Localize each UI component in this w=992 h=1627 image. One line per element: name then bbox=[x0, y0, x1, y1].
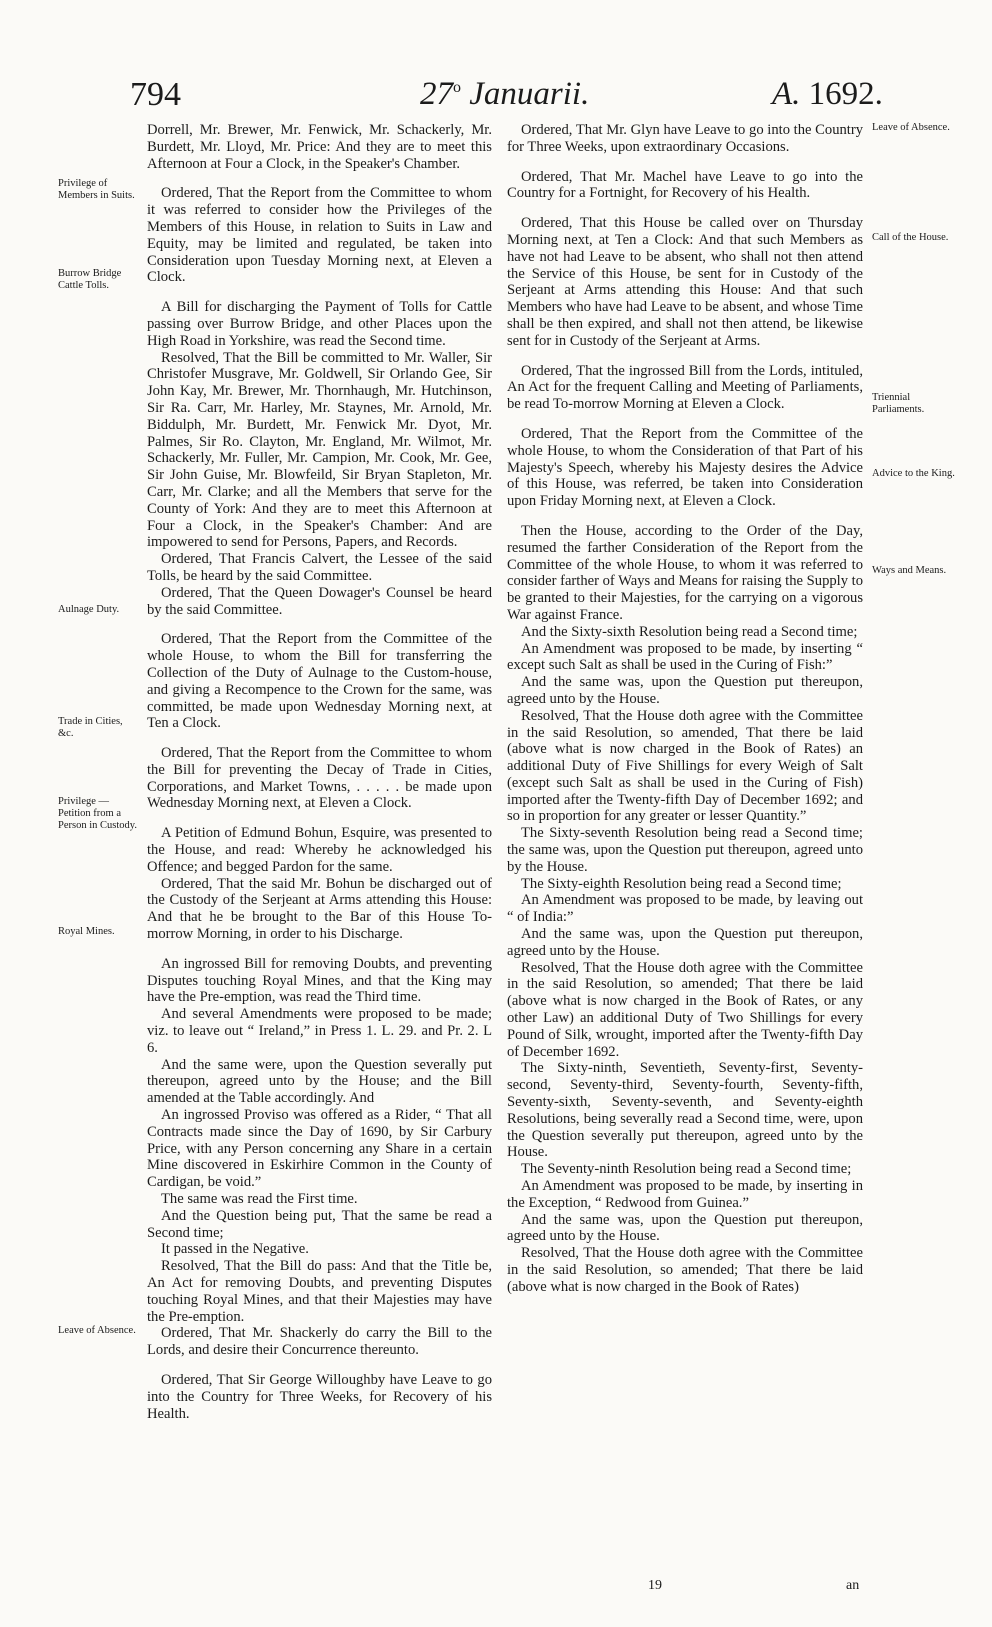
catchword: an bbox=[846, 1578, 860, 1593]
paragraph: Ordered, That the said Mr. Bohun be discharged out of the Custody of the Serjeant at Arms attending this House: And that he be brought to the Bar of this House To-morrow Morning, in order to his Discharge. bbox=[147, 875, 492, 943]
date-month: Januarii. bbox=[469, 76, 590, 112]
paragraph: And the Question being put, That the same be read a Second time; bbox=[147, 1207, 492, 1241]
paragraph: An Amendment was proposed to be made, by inserting “ except such Salt as shall be used in the Curing of Fish:” bbox=[507, 640, 863, 674]
paragraph: An ingrossed Bill for removing Doubts, and preventing Disputes touching Royal Mines, and that the King may have the Pre-emption, was read the Third time. bbox=[147, 955, 492, 1006]
paragraph: Ordered, That the Queen Dowager's Counsel be heard by the said Committee. bbox=[147, 584, 492, 618]
year-letter: A. bbox=[772, 76, 801, 112]
page-footer bbox=[0, 1578, 992, 1602]
paragraph: Resolved, That the Bill be committed to Mr. Waller, Sir Christofer Musgrave, Mr. Goldwell, Sir Orlando Gee, Sir John Kay, Mr. Brewer, Mr. Thornhaugh, Mr. Hutchinson, Sir Ra. Carr, Mr. Harley, Mr. Staynes, Mr. Arnold, Mr. Biddulph, Mr. Burdett, Mr. Fenwick Mr. Dyot, Mr. Palmes, Sir Ro. Clayton, Mr. England, Mr. Wilmot, Mr. Schackerly, Mr. Fuller, Mr. Campion, Mr. Cook, Mr. Gee, Sir John Guise, Mr. Blowfeild, Sir Bryan Stapleton, Mr. Carr, Mr. Clarke; and all the Members that serve for the County of York: And they are to meet this Afternoon at Four a Clock, in the Speaker's Chamber: And are impowered to send for Persons, Papers, and Records. bbox=[147, 349, 492, 551]
margin-note: Leave of Absence. bbox=[58, 1325, 136, 1336]
paragraph: Then the House, according to the Order of the Day, resumed the farther Consideration of the Report from the Committee of the whole House, to whom it was referred to consider farther of Ways and Means for raising the Supply to be granted to their Majesties, for the carrying on a vigorous War against France. bbox=[507, 522, 864, 623]
paragraph: The Seventy-ninth Resolution being read a Second time; bbox=[521, 1161, 852, 1178]
paragraph: Ordered, That Mr. Shackerly do carry the Bill to the Lords, and desire their Concurrence thereunto. bbox=[147, 1325, 492, 1359]
margin-note: Royal Mines. bbox=[58, 926, 115, 937]
paragraph: And the same was, upon the Question put thereupon, agreed unto by the House. bbox=[507, 674, 863, 707]
paragraph: Resolved, That the Bill do pass: And that the Title be, An Act for removing Doubts, and preventing Disputes touching Royal Mines, and that their Majesties may have the Pre-emption. bbox=[147, 1258, 492, 1325]
paragraph: And the Sixty-sixth Resolution being read a Second time; bbox=[521, 623, 858, 640]
paragraph: Dorrell, Mr. Brewer, Mr. Fenwick, Mr. Schackerly, Mr. Burdett, Mr. Lloyd, Mr. Price: And they are to meet this Afternoon at Four a Clock, in the Speaker's Chamber. bbox=[147, 122, 492, 172]
margin-note: Trade in Cities, &c. bbox=[58, 716, 123, 739]
paragraph: Ordered, That Sir George Willoughby have Leave to go into the Country for Three Weeks, for Recovery of his Health. bbox=[147, 1371, 492, 1422]
paragraph: Resolved, That the House doth agree with the Committee in the said Resolution, so amended; That there be laid (above what is now charged in the Book of Rates) bbox=[507, 1245, 863, 1295]
page-date bbox=[420, 76, 589, 113]
paragraph: The Sixty-eighth Resolution being read a Second time; bbox=[521, 875, 842, 892]
paragraph: Resolved, That the House doth agree with the Committee in the said Resolution, so amended; That there be laid (above what is now charged in the Book of Rates, or any other Law) an additional Duty of Two Shillings for every Pound of Silk, wrought, imported after the Twenty-fifth Day of December 1692. bbox=[507, 959, 863, 1060]
signature-mark: 19 bbox=[648, 1578, 662, 1593]
margin-note: Ways and Means. bbox=[872, 565, 947, 576]
paragraph: Ordered, That Francis Calvert, the Lessee of the said Tolls, be heard by the said Committee. bbox=[147, 551, 492, 584]
paragraph: An Amendment was proposed to be made, by inserting in the Exception, “ Redwood from Guinea.” bbox=[507, 1178, 863, 1211]
paragraph: And several Amendments were proposed to be made; viz. to leave out “ Ireland,” in Press 1. L. 29. and Pr. 2. L 6. bbox=[147, 1006, 492, 1056]
paragraph: Ordered, That the Report from the Committee to whom the Bill for preventing the Decay of Trade in Cities, Corporations, and Market Towns, . . . . . be made upon Wednesday Morning next, at Eleven a Clock. bbox=[147, 745, 492, 812]
paragraph: The same was read the First time. bbox=[161, 1191, 358, 1208]
margin-note: Burrow Bridge Cattle Tolls. bbox=[58, 268, 122, 291]
paragraph: A Petition of Edmund Bohun, Esquire, was presented to the House, and read: Whereby he acknowledged his Offence; and begged Pardon for the same. bbox=[147, 825, 492, 875]
paragraph: And the same was, upon the Question put thereupon, agreed unto by the House. bbox=[507, 1211, 863, 1245]
date-day: 27 bbox=[420, 76, 453, 112]
paragraph: The Sixty-ninth, Seventieth, Seventy-first, Seventy-second, Seventy-third, Seventy-fourth, Seventy-fifth, Seventy-sixth, Seventy-seventh, and Seventy-eighth Resolutions, being severally read a Second time, were, upon the Question severally put thereupon, agreed unto by the House. bbox=[507, 1060, 863, 1161]
paragraph: And the same were, upon the Question severally put thereupon, agreed unto by the House; and the Bill amended at the Table accordingly. And bbox=[147, 1056, 492, 1107]
page-header bbox=[0, 70, 992, 120]
margin-note: Call of the House. bbox=[872, 232, 949, 243]
paragraph: Ordered, That the Report from the Committee of the whole House, to whom the Bill for transferring the Collection of the Duty of Aulnage to the Custom-house, and giving a Recompence to the Crown for the same, was committed, be made upon Wednesday Morning next, at Ten a Clock. bbox=[147, 631, 492, 732]
margin-note: Privilege — Petition from a Person in Custody. bbox=[58, 796, 137, 831]
margin-note: Leave of Absence. bbox=[872, 122, 950, 133]
year-number: 1692. bbox=[808, 76, 883, 112]
right-column bbox=[507, 122, 863, 1296]
margin-note: Privilege of Members in Suits. bbox=[58, 178, 135, 201]
page-year bbox=[772, 76, 883, 113]
paragraph: Ordered, That the Report from the Committee to whom it was referred to consider how the Privileges of the Members of this House, in relation to Suits in Law and Equity, may be limited and regulated, be taken into Consideration upon Tuesday Morning next, at Eleven a Clock. bbox=[147, 185, 492, 286]
paragraph: It passed in the Negative. bbox=[161, 1241, 309, 1258]
paragraph: Ordered, That Mr. Glyn have Leave to go into the Country for Three Weeks, upon extraordinary Occasions. bbox=[507, 122, 863, 155]
paragraph: A Bill for discharging the Payment of Tolls for Cattle passing over Burrow Bridge, and other Places upon the High Road in Yorkshire, was read the Second time. bbox=[147, 299, 492, 349]
paragraph: An Amendment was proposed to be made, by leaving out “ of India:” bbox=[507, 892, 863, 926]
margin-note: Triennial Parliaments. bbox=[872, 392, 925, 415]
paragraph: Ordered, That this House be called over on Thursday Morning next, at Ten a Clock: And that such Members as have not had Leave to be absent, who shall not then attend the Service of this House, be sent for in Custody of the Serjeant at Arms attending this House: And that such Members who have had Leave to be absent, and whose Time shall be then expired, and shall not then attend, be likewise sent for in Custody of the Serjeant at Arms. bbox=[507, 215, 863, 349]
page-number: 794 bbox=[130, 76, 181, 113]
margin-note: Advice to the King. bbox=[872, 468, 955, 479]
left-column bbox=[147, 122, 492, 1422]
margin-note: Aulnage Duty. bbox=[58, 604, 120, 615]
paragraph: Ordered, That Mr. Machel have Leave to go into the Country for a Fortnight, for Recovery of his Health. bbox=[507, 168, 863, 202]
paragraph: Resolved, That the House doth agree with the Committee in the said Resolution, so amended, That there be laid (above what is now charged in the Book of Rates) an additional Duty of Five Shillings for every Weigh of Salt (except such Salt as shall be used in the Curing of Fish) imported after the Twenty-fifth Day of December 1692; and so in proportion for any greater or lesser Quantity.” bbox=[507, 707, 863, 825]
date-day-suffix: o bbox=[453, 79, 461, 96]
paragraph: Ordered, That the ingrossed Bill from the Lords, intituled, An Act for the frequent Calling and Meeting of Parliaments, be read To-morrow Morning at Eleven a Clock. bbox=[507, 362, 863, 413]
paragraph: Ordered, That the Report from the Committee of the whole House, to whom the Consideration of that Part of his Majesty's Speech, whereby his Majesty desires the Advice of this House, was referred, be taken into Consideration upon Friday Morning next, at Eleven a Clock. bbox=[507, 425, 863, 510]
paragraph: And the same was, upon the Question put thereupon, agreed unto by the House. bbox=[507, 926, 863, 959]
paragraph: An ingrossed Proviso was offered as a Rider, “ That all Contracts made since the Day of 1690, by Sir Carbury Price, with any Person concerning any Share in a certain Mine discovered in Eskirhire Common in the County of Cardigan, be void.” bbox=[147, 1107, 492, 1191]
paragraph: The Sixty-seventh Resolution being read a Second time; the same was, upon the Question put thereupon, agreed unto by the House. bbox=[507, 825, 863, 875]
